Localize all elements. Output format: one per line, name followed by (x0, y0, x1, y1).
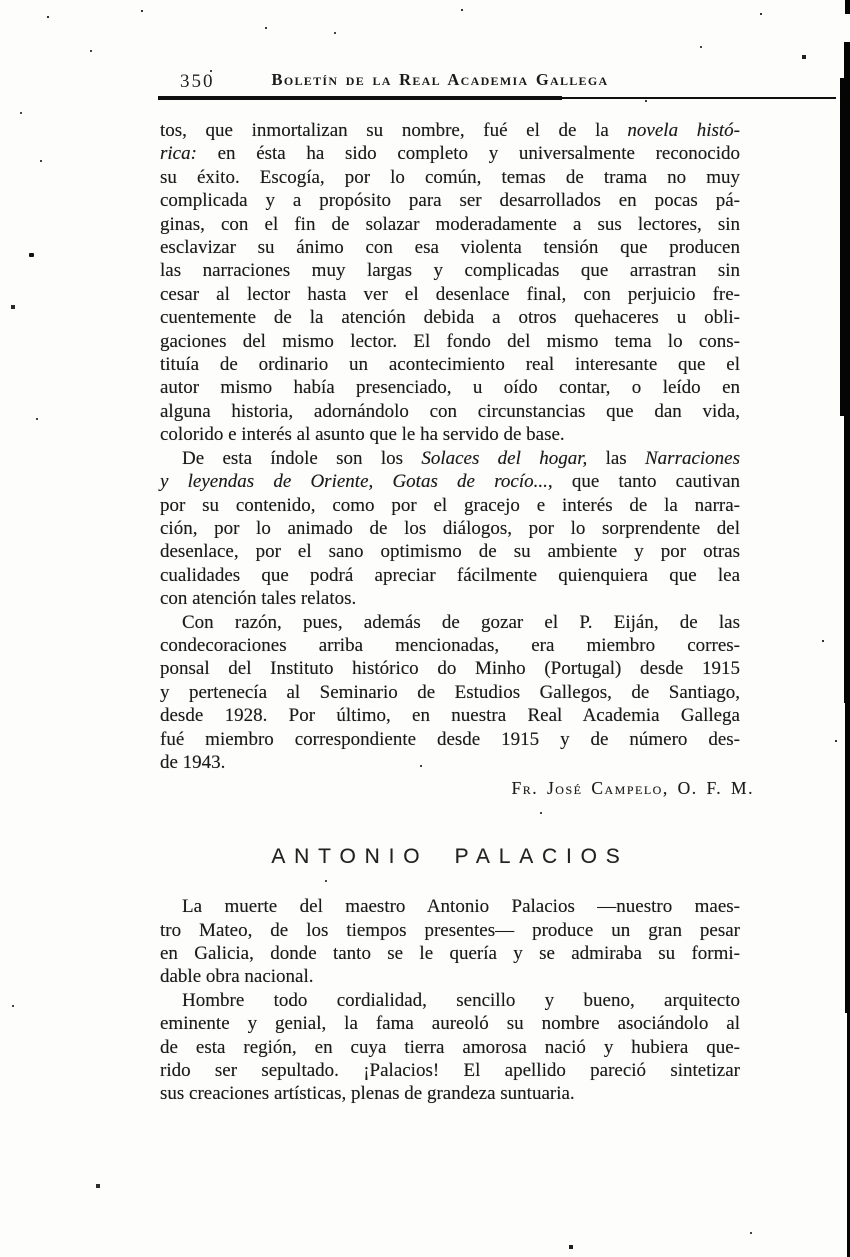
text-line: cuentemente de la atención debida a otros quehaceres u obli- (160, 307, 740, 329)
text-line: ción, por lo animado de los diálogos, por lo sorprendente del (160, 517, 740, 539)
text-line: tro Mateo, de los tiempos presentes— produce un gran pesar (160, 919, 740, 941)
text-line: ginas, con el fin de solazar moderadamente a sus lectores, sin (160, 213, 740, 235)
text-line: con atención tales relatos. (160, 588, 357, 610)
text-line: alguna historia, adornándolo con circunstancias que dan vida, (160, 400, 740, 422)
text-line: dable obra nacional. (160, 966, 314, 988)
article-body (160, 119, 754, 1106)
text-line: por su contenido, como por el gracejo e interés de la narra- (160, 494, 740, 516)
paragraph (160, 895, 740, 989)
text-line: rido ser sepultado. ¡Palacios! El apellido pareció sintetizar (160, 1060, 740, 1082)
text-line: condecoraciones arriba mencionadas, era miembro corres- (160, 634, 740, 656)
text-line: cesar al lector hasta ver el desenlace final, con perjuicio fre- (160, 283, 740, 305)
text-line: desenlace, por el sano optimismo de su ambiente y por otras (160, 541, 740, 563)
text-line: de esta región, en cuya tierra amorosa nació y hubiera que- (160, 1036, 740, 1058)
text-line: en Galicia, donde tanto se le quería y se admiraba su formi- (160, 943, 740, 964)
text-line: cualidades que podrá apreciar fácilmente quienquiera que lea (160, 564, 740, 586)
text-line: rica: en ésta ha sido completo y universalmente reconocido (160, 143, 740, 165)
text-line: de 1943. (160, 751, 226, 773)
article-heading: ANTONIO PALACIOS (271, 844, 629, 868)
author-signature: Fr. José Campelo, O. F. M. (511, 778, 754, 799)
article-palacios-text (160, 895, 740, 1106)
text-line: tos, que inmortalizan su nombre, fué el de la novela histó- (160, 120, 740, 141)
paragraph (160, 989, 740, 1106)
text-line: y leyendas de Oriente, Gotas de rocío..., que tanto cautivan (160, 471, 741, 493)
scan-edge-artifact (844, 416, 850, 703)
scan-specks (0, 0, 2, 2)
scan-ink-blob (29, 253, 34, 257)
text-line: esclavizar su ánimo con esa violenta tensión que producen (160, 237, 740, 259)
text-line: tituía de ordinario un acontecimiento real interesante que el (160, 354, 740, 376)
scan-edge-artifact (844, 42, 850, 78)
text-line: fué miembro correspondiente desde 1915 y de número des- (160, 728, 740, 750)
text-line: y pertenecía al Seminario de Estudios Gallegos, de Santiago, (160, 681, 740, 703)
text-line: sus creaciones artísticas, plenas de grandeza suntuaria. (160, 1083, 575, 1105)
header-rule-right (562, 97, 836, 99)
text-line: desde 1928. Por último, en nuestra Real Academia Gallega (160, 705, 740, 727)
text-line: eminente y genial, la fama aureoló su nombre asociándolo al (160, 1013, 740, 1035)
text-line: De esta índole son los Solaces del hogar, las Narraciones (182, 447, 740, 469)
scan-edge-artifact (845, 703, 850, 1013)
scan-edge-artifact (840, 78, 850, 416)
text-line: La muerte del maestro Antonio Palacios —nuestro maes- (182, 896, 740, 918)
article-campelo-text (160, 119, 740, 774)
page-header (160, 70, 740, 96)
text-line: su éxito. Escogía, por lo común, temas de trama no muy (160, 166, 740, 188)
paragraph (160, 611, 740, 775)
scan-edge-artifact (845, 0, 850, 14)
journal-title: Boletín de la Real Academia Gallega (271, 70, 609, 89)
text-line: autor mismo había presenciado, u oído contar, o leído en (160, 377, 740, 399)
page-number: 350 (180, 71, 215, 92)
text-line: colorido e interés al asunto que le ha servido de base. (160, 424, 565, 446)
text-line: gaciones del mismo lector. El fondo del mismo tema lo cons- (160, 330, 740, 352)
text-line: ponsal del Instituto histórico do Minho (Portugal) desde 1915 (160, 658, 740, 680)
text-line: Con razón, pues, además de gozar el P. Eiján, de las (182, 611, 740, 633)
text-line: complicada y a propósito para ser desarrollados en pocas pá- (160, 190, 740, 212)
text-line: Hombre todo cordialidad, sencillo y bueno, arquitecto (182, 989, 740, 1011)
paragraph (160, 447, 740, 611)
text-line: las narraciones muy largas y complicadas que arrastran sin (160, 260, 740, 282)
paragraph (160, 119, 740, 447)
header-rule (158, 96, 562, 100)
